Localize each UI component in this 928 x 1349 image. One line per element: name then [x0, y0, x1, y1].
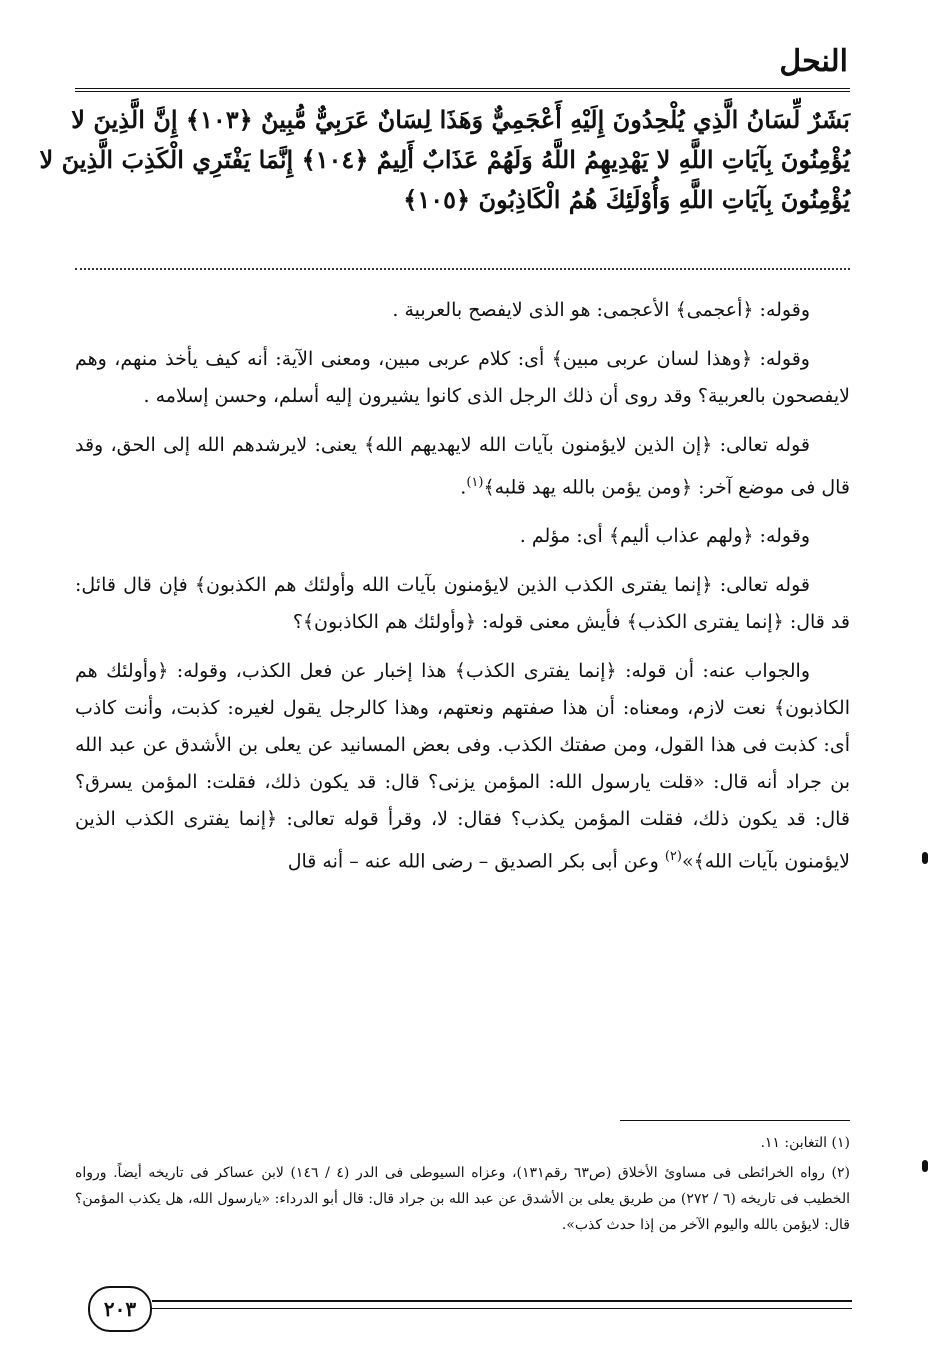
scan-mark [922, 1160, 928, 1172]
footnote-ref[interactable]: (٢) [664, 849, 682, 865]
footnote: (١) التغابن: ١١. [760, 1135, 850, 1151]
quran-line: يُؤْمِنُونَ بِآيَاتِ اللَّهِ لا يَهْدِيهِمُ اللَّهُ وَلَهُمْ عَذَابٌ أَلِيمٌ ﴿١٠٤﴾ إِنَّمَا يَفْتَرِي الْكَذِبَ الَّذِينَ لا [39, 145, 850, 174]
footer-rule [152, 1308, 852, 1309]
page-number: ٢٠٣ [88, 1286, 152, 1332]
commentary-paragraph: قوله تعالى: ﴿إن الذين لايؤمنون بآيات الله لايهديهم الله﴾ يعنى: لايرشدهم الله إلى الحق، وقد قال فى موضع آخر: ﴿ومن يؤمن بالله يهد قلبه﴾$^{(١)}$. [75, 434, 850, 499]
page-header [75, 40, 850, 92]
footer-rule [152, 1300, 852, 1302]
commentary-paragraph: قوله تعالى: ﴿إنما يفترى الكذب الذين لايؤمنون بآيات الله وأولئك هم الكذبون﴾ فإن قال قائل: قد قال: ﴿إنما يفترى الكذب﴾ فأيش معنى قوله: ﴿وأولئك هم الكاذبون﴾؟ [75, 574, 850, 634]
commentary-text [75, 292, 850, 893]
header-rule [75, 88, 850, 92]
footnote: (٢) رواه الخرائطى فى مساوئ الأخلاق (ص٦٣ رقم١٣١)، وعزاه السيوطى فى الدر (٤ / ١٤٦) لابن عساكر فى تاريخه أيضاً. ورواه الخطيب فى تاريخه (٦ / ٢٧٢) من طريق يعلى بن الأشدق عن عبد الله بن جراد قال: قال أبو الدرداء: «يارسول الله، هل يكذب المؤمن؟ قال: لايؤمن بالله واليوم الآخر من إذا حدث كذب». [75, 1165, 851, 1233]
verses-divider [75, 268, 850, 270]
footnote-ref[interactable]: (١) [466, 475, 484, 490]
quran-line: بَشَرٌ لِّسَانُ الَّذِي يُلْحِدُونَ إِلَيْهِ أَعْجَمِيٌّ وَهَذَا لِسَانٌ عَرَبِيٌّ مُّبِينٌ ﴿١٠٣﴾ إِنَّ الَّذِينَ لا [71, 105, 850, 134]
surah-title: النحل [779, 44, 848, 79]
footnotes [75, 1130, 850, 1242]
quran-verses [39, 100, 850, 262]
commentary-paragraph: والجواب عنه: أن قوله: ﴿إنما يفترى الكذب﴾ هذا إخبار عن فعل الكذب، وقوله: ﴿وأولئك هم الكاذبون﴾ نعت لازم، ومعناه: أن هذا صفتهم ونعتهم، وهذا كالرجل يقول لغيره: كذبت، وأنت كاذب أى: كذبت فى هذا القول، ومن صفتك الكذب. وفى بعض المسانيد عن يعلى بن الأشدق عن عبد الله بن جراد أنه قال: «قلت يارسول الله: المؤمن يزنى؟ قال: قد يكون ذلك، فقلت: المؤمن يسرق؟ قال: قد يكون ذلك، فقلت المؤمن يكذب؟ فقال: لا، وقرأ قوله تعالى: ﴿إنما يفترى الكذب الذين لايؤمنون بآيات الله﴾»$^{(٢)}$ وعن أبى بكر الصديق – رضى الله عنه – أنه قال [75, 660, 850, 873]
quran-line: يُؤْمِنُونَ بِآيَاتِ اللَّهِ وَأُوْلَئِكَ هُمُ الْكَاذِبُونَ ﴿١٠٥﴾ [403, 185, 850, 214]
page-footer [82, 1282, 852, 1334]
commentary-paragraph: وقوله: ﴿وهذا لسان عربى مبين﴾ أى: كلام عربى مبين، ومعنى الآية: أنه كيف يأخذ منهم، وهم لايفصحون بالعربية؟ وقد روى أن ذلك الرجل الذى كانوا يشيرون إليه أسلم، وحسن إسلامه . [75, 348, 850, 407]
commentary-paragraph: وقوله: ﴿ولهم عذاب أليم﴾ أى: مؤلم . [519, 525, 810, 548]
footnote-separator [620, 1120, 850, 1121]
scan-mark [922, 852, 928, 864]
commentary-paragraph: وقوله: ﴿أعجمى﴾ الأعجمى: هو الذى لايفصح بالعربية . [392, 299, 810, 321]
